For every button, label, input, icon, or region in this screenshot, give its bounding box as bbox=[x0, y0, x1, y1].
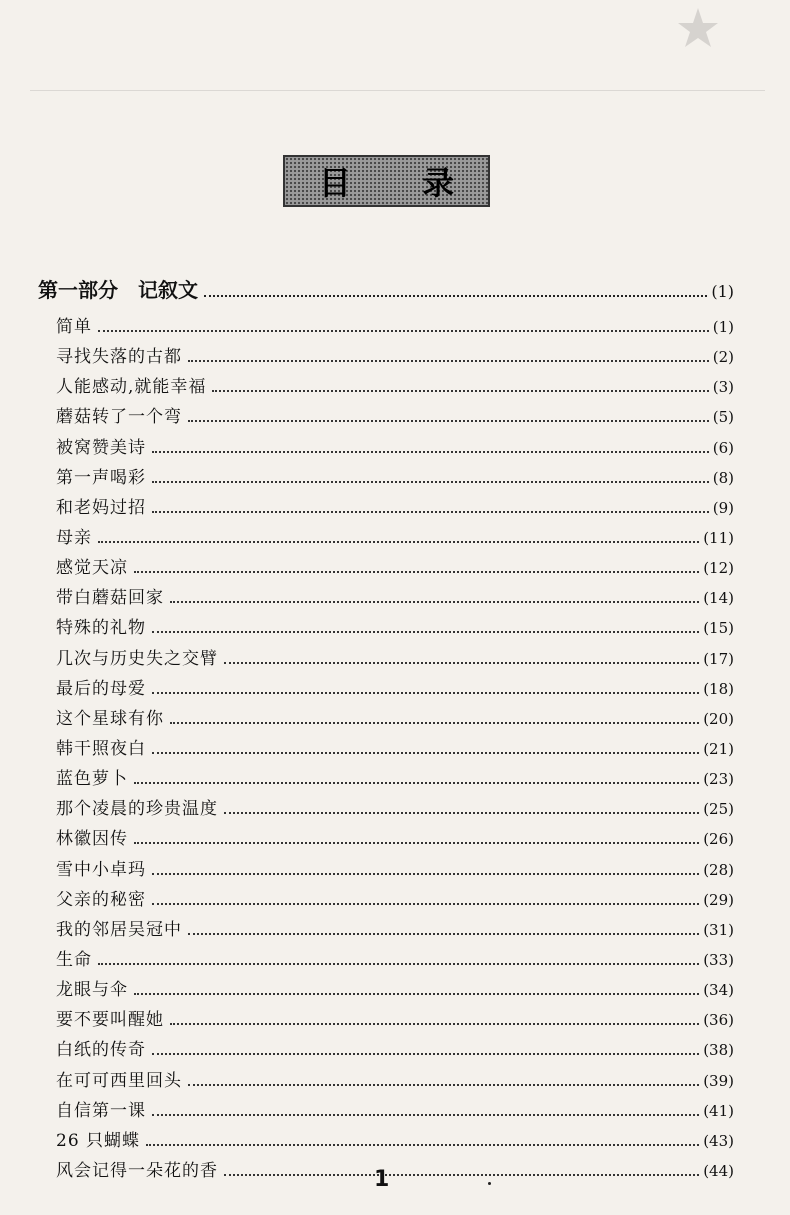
toc-entry[interactable] bbox=[56, 1157, 734, 1187]
toc-entry[interactable] bbox=[56, 524, 734, 554]
entry-page: (12) bbox=[703, 559, 734, 578]
print-mark bbox=[488, 1182, 491, 1185]
dot-leader bbox=[152, 691, 699, 694]
dot-leader bbox=[152, 751, 699, 754]
entry-title: 人能感动,就能幸福 bbox=[56, 377, 207, 398]
entry-page: (8) bbox=[712, 468, 734, 487]
bleed-through-star-icon bbox=[676, 6, 720, 50]
entry-title: 26 只蝴蝶 bbox=[56, 1130, 141, 1151]
entry-page: (43) bbox=[703, 1131, 734, 1150]
entry-title: 被窝赞美诗 bbox=[56, 437, 146, 458]
entry-title: 蘑菇转了一个弯 bbox=[56, 407, 182, 428]
entry-page: (23) bbox=[703, 770, 734, 789]
dot-leader bbox=[170, 600, 699, 603]
toc-entry[interactable] bbox=[56, 343, 734, 373]
entry-title: 要不要叫醒她 bbox=[56, 1010, 164, 1031]
toc-entry[interactable] bbox=[56, 675, 734, 705]
section-heading[interactable] bbox=[38, 274, 734, 302]
toc-entry[interactable] bbox=[56, 856, 734, 886]
toc-entry[interactable] bbox=[56, 825, 734, 855]
dot-leader bbox=[152, 1113, 699, 1116]
entry-title: 雪中小卓玛 bbox=[56, 859, 146, 880]
toc-entry[interactable] bbox=[56, 916, 734, 946]
dot-leader bbox=[98, 329, 709, 332]
dot-leader bbox=[152, 450, 709, 453]
dot-leader bbox=[188, 1083, 699, 1086]
entry-title: 蓝色萝卜 bbox=[56, 769, 128, 790]
dot-leader bbox=[224, 1173, 699, 1176]
entry-page: (36) bbox=[703, 1011, 734, 1030]
dot-leader bbox=[146, 1143, 699, 1146]
entry-page: (15) bbox=[703, 619, 734, 638]
toc-entry[interactable] bbox=[56, 735, 734, 765]
section-label: 第一部分 记叙文 bbox=[38, 278, 198, 302]
dot-leader bbox=[98, 962, 699, 965]
entry-title: 韩干照夜白 bbox=[56, 738, 146, 759]
entry-page: (44) bbox=[703, 1161, 734, 1180]
dot-leader bbox=[134, 781, 699, 784]
entry-title: 最后的母爱 bbox=[56, 678, 146, 699]
dot-leader bbox=[188, 932, 699, 935]
toc-entry[interactable] bbox=[56, 946, 734, 976]
toc-title: 目 录 bbox=[318, 164, 485, 202]
toc-entry[interactable] bbox=[56, 705, 734, 735]
entry-page: (11) bbox=[703, 528, 734, 547]
entry-title: 和老妈过招 bbox=[56, 497, 146, 518]
dot-leader bbox=[224, 661, 699, 664]
dot-leader bbox=[170, 721, 699, 724]
page-number: 1 bbox=[374, 1167, 390, 1192]
entry-page: (25) bbox=[703, 800, 734, 819]
entry-page: (38) bbox=[703, 1041, 734, 1060]
entry-page: (14) bbox=[703, 589, 734, 608]
entry-title: 父亲的秘密 bbox=[56, 889, 146, 910]
entry-page: (26) bbox=[703, 830, 734, 849]
toc-entry[interactable] bbox=[56, 765, 734, 795]
entry-page: (33) bbox=[703, 950, 734, 969]
entry-page: (28) bbox=[703, 860, 734, 879]
entry-title: 在可可西里回头 bbox=[56, 1070, 182, 1091]
entry-title: 简单 bbox=[56, 317, 92, 337]
entry-title: 这个星球有你 bbox=[56, 708, 164, 729]
entry-page: (1) bbox=[712, 318, 734, 336]
entry-title: 带白蘑菇回家 bbox=[56, 588, 164, 609]
toc-entry[interactable] bbox=[56, 886, 734, 916]
entry-title: 生命 bbox=[56, 949, 92, 970]
dot-leader bbox=[204, 294, 707, 297]
dot-leader bbox=[152, 510, 709, 513]
bleed-through-rule bbox=[30, 90, 765, 91]
entry-title: 那个凌晨的珍贵温度 bbox=[56, 799, 218, 820]
entry-page: (31) bbox=[703, 920, 734, 939]
toc-entry[interactable] bbox=[56, 403, 734, 433]
entry-title: 我的邻居吴冠中 bbox=[56, 919, 182, 940]
entry-page: (17) bbox=[703, 649, 734, 668]
entry-title: 几次与历史失之交臂 bbox=[56, 648, 218, 669]
toc-entry[interactable] bbox=[56, 1036, 734, 1066]
dot-leader bbox=[212, 389, 708, 392]
dot-leader bbox=[152, 630, 699, 633]
entry-title: 感觉天凉 bbox=[56, 558, 128, 579]
toc-entry[interactable] bbox=[56, 1127, 734, 1157]
dot-leader bbox=[152, 902, 699, 905]
entry-page: (34) bbox=[703, 981, 734, 1000]
toc-entry[interactable] bbox=[56, 1097, 734, 1127]
dot-leader bbox=[98, 540, 699, 543]
entry-title: 林徽因传 bbox=[56, 829, 128, 850]
dot-leader bbox=[134, 992, 699, 995]
entry-page: (18) bbox=[703, 679, 734, 698]
entry-title: 母亲 bbox=[56, 527, 92, 548]
dot-leader bbox=[152, 1052, 699, 1055]
dot-leader bbox=[224, 811, 699, 814]
entry-title: 自信第一课 bbox=[56, 1100, 146, 1121]
entry-title: 寻找失落的古都 bbox=[56, 347, 182, 368]
entry-title: 龙眼与伞 bbox=[56, 980, 128, 1001]
toc-entry[interactable] bbox=[56, 434, 734, 464]
entry-title: 第一声喝彩 bbox=[56, 467, 146, 488]
entry-page: (3) bbox=[712, 378, 734, 397]
toc-list bbox=[56, 313, 734, 1187]
dot-leader bbox=[152, 872, 699, 875]
toc-entry[interactable] bbox=[56, 554, 734, 584]
toc-entry[interactable] bbox=[56, 313, 734, 343]
toc-entry[interactable] bbox=[56, 976, 734, 1006]
entry-page: (20) bbox=[703, 709, 734, 728]
toc-entry[interactable] bbox=[56, 464, 734, 494]
entry-page: (5) bbox=[712, 408, 734, 427]
dot-leader bbox=[188, 359, 709, 362]
entry-page: (6) bbox=[712, 438, 734, 457]
toc-entry[interactable] bbox=[56, 1006, 734, 1036]
entry-page: (39) bbox=[703, 1071, 734, 1090]
entry-page: (41) bbox=[703, 1101, 734, 1120]
dot-leader bbox=[188, 419, 709, 422]
entry-page: (2) bbox=[712, 348, 734, 367]
toc-entry[interactable] bbox=[56, 494, 734, 524]
toc-title-box bbox=[283, 155, 490, 207]
entry-title: 风会记得一朵花的香 bbox=[56, 1160, 218, 1181]
dot-leader bbox=[134, 841, 699, 844]
toc-entry[interactable] bbox=[56, 795, 734, 825]
dot-leader bbox=[134, 570, 699, 573]
dot-leader bbox=[170, 1022, 699, 1025]
toc-entry[interactable] bbox=[56, 584, 734, 614]
dot-leader bbox=[152, 480, 709, 483]
toc-entry[interactable] bbox=[56, 1067, 734, 1097]
entry-title: 特殊的礼物 bbox=[56, 618, 146, 639]
bleed-through-header bbox=[380, 55, 740, 85]
section-page-number: (1) bbox=[711, 282, 734, 301]
entry-page: (21) bbox=[703, 739, 734, 758]
entry-page: (29) bbox=[703, 890, 734, 909]
entry-page: (9) bbox=[712, 498, 734, 517]
toc-entry[interactable] bbox=[56, 645, 734, 675]
toc-entry[interactable] bbox=[56, 373, 734, 403]
entry-title: 白纸的传奇 bbox=[56, 1040, 146, 1061]
toc-entry[interactable] bbox=[56, 614, 734, 644]
